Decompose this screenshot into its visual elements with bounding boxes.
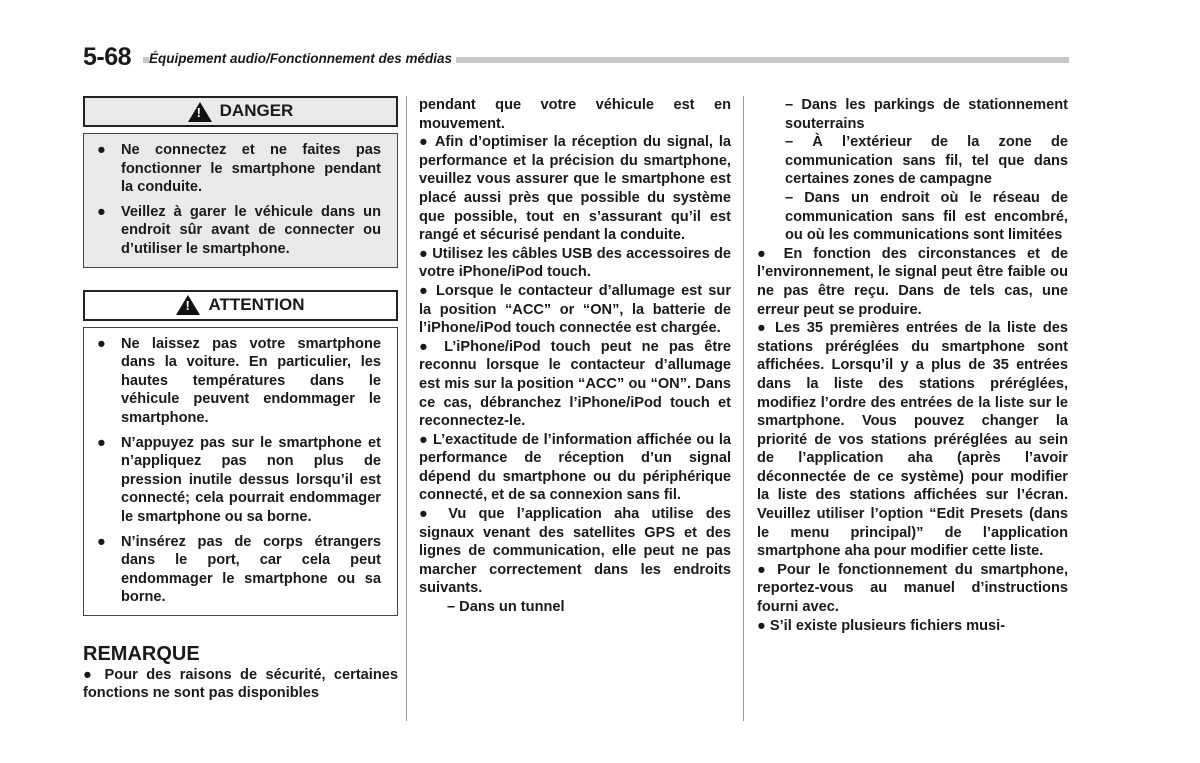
bullet-paragraph: ● S’il existe plusieurs fichiers musi- — [757, 617, 1006, 634]
remarque-heading: REMARQUE — [83, 642, 200, 665]
bullet-icon: ● — [97, 434, 106, 451]
danger-item: ● Ne connectez et ne faites pas fonctionner le smartphone pendant la conduite. — [94, 141, 381, 197]
bullet-paragraph: ● Afin d’optimiser la réception du signal, la performance et la précision du smartphone, veuillez vous assurer que le smartphone est placé aussi près que possible du système que possible, tout en s’assurant qu’il est rangé et sécurisé pendant la conduite. — [419, 134, 731, 244]
bullet-icon: ● — [97, 335, 106, 352]
column-2 — [419, 96, 731, 617]
attention-item: ● N’appuyez pas sur le smartphone et n’appliquez pas non plus de pression inutile dessus lorsqu’il est connecté; cela pourrait endommager le smartphone ou sa borne. — [94, 434, 381, 527]
sub-item: – Dans un tunnel — [447, 599, 565, 616]
column-divider-1 — [406, 96, 407, 721]
sub-item: – Dans les parkings de stationnement souterrains — [785, 97, 1068, 132]
bullet-paragraph: ● En fonction des circonstances et de l’environnement, le signal peut être faible ou ne pas être reçu. Dans de tels cas, une erreur peut se produire. — [757, 245, 1068, 318]
bullet-icon: ● — [97, 203, 106, 220]
attention-header — [83, 290, 398, 321]
bullet-icon: ● — [97, 533, 106, 550]
attention-body — [83, 327, 398, 616]
danger-header — [83, 96, 398, 127]
attention-item: ● Ne laissez pas votre smartphone dans la voiture. En particulier, les hautes températures dans le véhicule peuvent endommager le smartphone. — [94, 335, 381, 428]
remarque-paragraph: ● Pour des raisons de sécurité, certaines fonctions ne sont pas disponibles — [83, 666, 398, 702]
column-1 — [83, 96, 398, 703]
bullet-paragraph: ● L’exactitude de l’information affichée ou la performance de réception d’un signal dépend du smartphone ou du périphérique connecté, et de sa connexion sans fil. — [419, 431, 731, 504]
warning-triangle-icon — [176, 295, 200, 315]
danger-body — [83, 133, 398, 268]
bullet-icon: ● — [97, 142, 106, 158]
page-header — [83, 42, 1069, 72]
bullet-paragraph: ● L’iPhone/iPod touch peut ne pas être reconnu lorsque le contacteur d’allumage est mis sur la position “ACC” ou “ON”. Dans ce cas, débranchez l’iPhone/iPod touch et reconnectez-le. — [419, 338, 731, 430]
warning-triangle-icon — [188, 102, 212, 122]
sub-item: – À l’extérieur de la zone de communication sans fil, tel que dans certaines zones de campagne — [785, 134, 1068, 188]
attention-item: ● N’insérez pas de corps étrangers dans le port, car cela peut endommager le smartphone ou sa borne. — [94, 533, 381, 607]
bullet-paragraph: ● Pour le fonctionnement du smartphone, reportez-vous au manuel d’instructions fourni avec. — [757, 561, 1068, 616]
bullet-paragraph: ● Lorsque le contacteur d’allumage est sur la position “ACC” or “ON”, la batterie de l’iPhone/iPod touch connectée est chargée. — [419, 282, 731, 337]
sub-item: – Dans un endroit où le réseau de communication sans fil est encombré, ou où les communications sont limitées — [785, 189, 1068, 244]
section-title: Équipement audio/Fonctionnement des médias — [149, 51, 456, 67]
attention-title: ATTENTION — [208, 294, 305, 314]
bullet-paragraph: ● Vu que l’application aha utilise des signaux venant des satellites GPS et des lignes de communication, elle peut ne pas marcher correctement dans les endroits suivants. — [419, 506, 731, 597]
page-number: 5-68 — [83, 43, 132, 71]
column-divider-2 — [743, 96, 744, 721]
column-3 — [757, 96, 1068, 635]
continuation-paragraph: pendant que votre véhicule est en mouvement. — [419, 97, 731, 132]
danger-title: DANGER — [219, 101, 294, 121]
bullet-paragraph: ● Les 35 premières entrées de la liste des stations préréglées du smartphone sont affichées. Lorsqu’il y a plus de 35 entrées dans la liste des stations préréglées, modifiez l’ordre des entrées de la liste sur le smartphone. Vous pouvez changer la priorité de vos stations préréglées au sein de l’application aha (après l’avoir déconnectée de ce système) pour modifier la liste des stations affichées sur l’écran. Veuillez utiliser l’option “Edit Presets (dans le menu principal)” de l’application smartphone aha pour modifier cette liste. — [757, 320, 1068, 560]
danger-item: ● Veillez à garer le véhicule dans un endroit sûr avant de connecter ou d’utiliser le smartphone. — [94, 203, 381, 259]
bullet-paragraph: ● Utilisez les câbles USB des accessoires de votre iPhone/iPod touch. — [419, 245, 731, 281]
